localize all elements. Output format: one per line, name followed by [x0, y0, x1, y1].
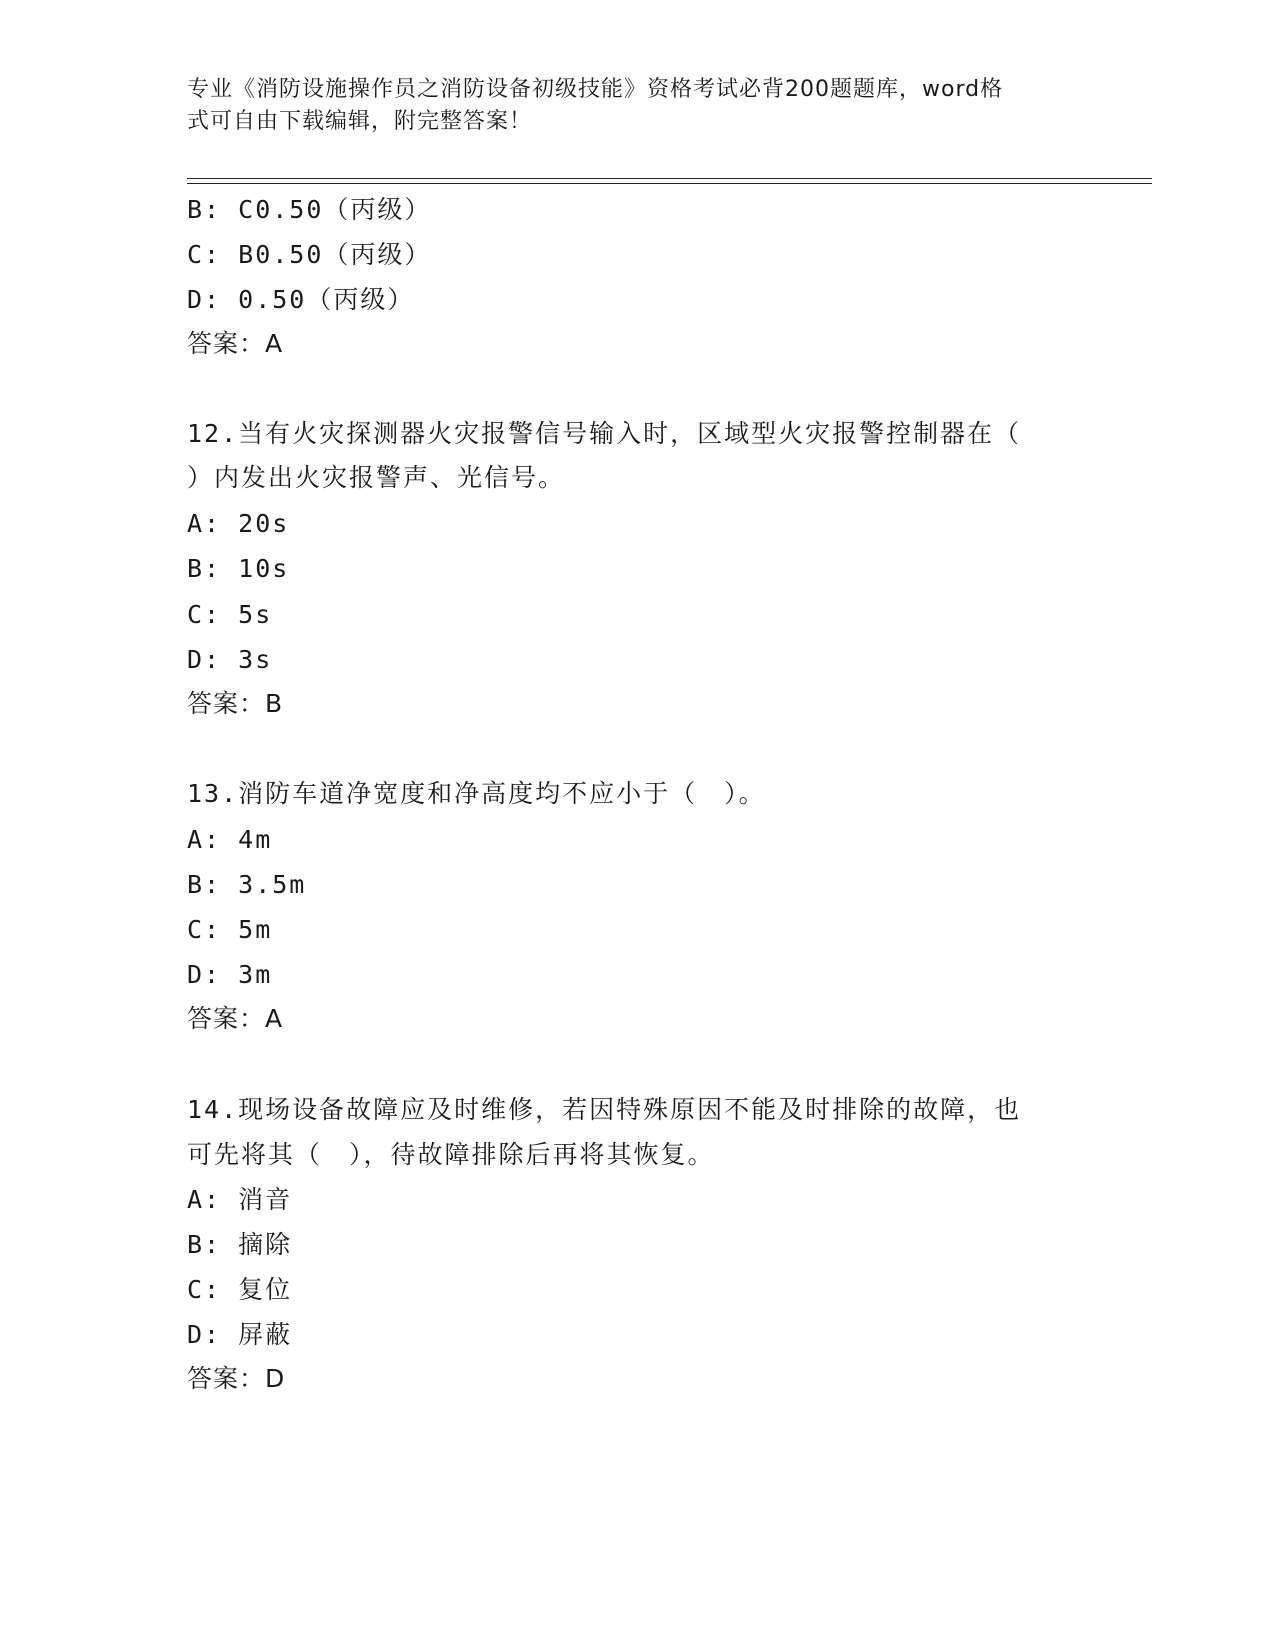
q14-option-a: A: 消音 — [187, 1185, 293, 1214]
header-line-1: 专业《消防设施操作员之消防设备初级技能》资格考试必背200题题库，word格 — [187, 77, 1004, 102]
q14-option-d: D: 屏蔽 — [187, 1320, 293, 1349]
header-divider-top — [187, 178, 1152, 179]
q12-option-b: B: 10s — [187, 554, 290, 583]
q13-option-d: D: 3m — [187, 960, 273, 989]
q13-option-c: C: 5m — [187, 915, 273, 944]
q14-option-c: C: 复位 — [187, 1275, 293, 1304]
document-header — [187, 74, 1067, 138]
q13-option-b: B: 3.5m — [187, 870, 307, 899]
q14-answer: 答案：D — [187, 1364, 286, 1393]
q12-answer: 答案：B — [187, 689, 284, 718]
q14-stem-line-2: 可先将其（ ），待故障排除后再将其恢复。 — [187, 1140, 715, 1169]
q12-option-a: A: 20s — [187, 509, 290, 538]
q11-option-b: B: C0.50（丙级） — [187, 195, 432, 224]
header-divider-bottom — [187, 183, 1152, 184]
q12-stem-line-2: ）内发出火灾报警声、光信号。 — [187, 463, 566, 492]
q13-option-a: A: 4m — [187, 825, 273, 854]
q14-option-b: B: 摘除 — [187, 1230, 293, 1259]
q11-option-d: D: 0.50（丙级） — [187, 285, 415, 314]
q12-option-c: C: 5s — [187, 600, 273, 629]
q12-stem-line-1: 12.当有火灾探测器火灾报警信号输入时，区域型火灾报警控制器在（ — [187, 419, 1022, 448]
q12-option-d: D: 3s — [187, 645, 273, 674]
q11-option-c: C: B0.50（丙级） — [187, 240, 432, 269]
header-line-2: 式可自由下载编辑，附完整答案！ — [187, 109, 533, 134]
q13-answer: 答案：A — [187, 1004, 284, 1033]
q14-stem-line-1: 14.现场设备故障应及时维修，若因特殊原因不能及时排除的故障，也 — [187, 1095, 1022, 1124]
q13-stem-line-1: 13.消防车道净宽度和净高度均不应小于（ ）。 — [187, 779, 766, 808]
q11-answer: 答案：A — [187, 329, 284, 358]
